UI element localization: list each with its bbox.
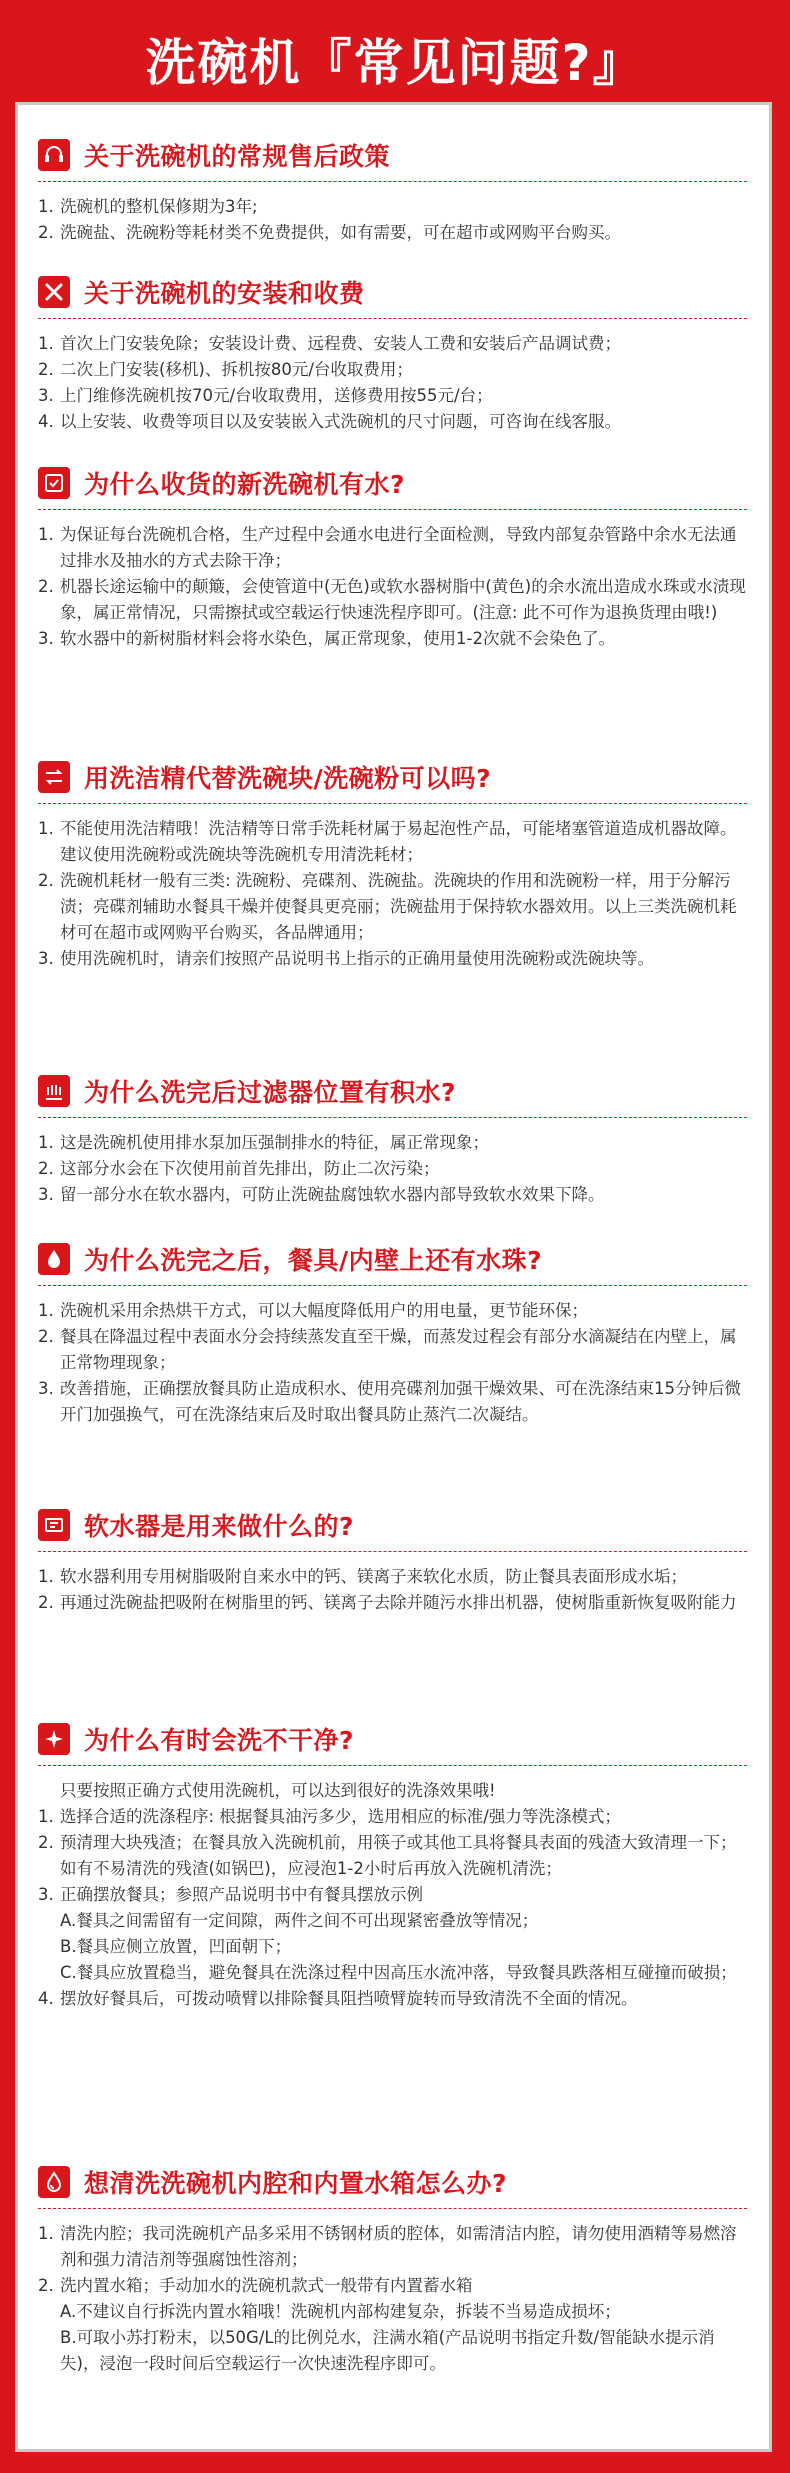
list-item: 1. 这是洗碗机使用排水泵加压强制排水的特征，属正常现象； [38, 1133, 489, 1152]
section-divider [38, 181, 747, 182]
section-title: 关于洗碗机的常规售后政策 [84, 142, 391, 171]
section-divider [38, 1117, 747, 1118]
sub-item: A.不建议自行拆洗内置水箱哦！洗碗机内部构建复杂，拆装不当易造成损坏； [60, 2302, 621, 2321]
section-title: 为什么洗完之后，餐具/内壁上还有水珠? [84, 1246, 543, 1275]
list-item: 3. 软水器中的新树脂材料会将水染色，属正常现象，使用1-2次就不会染色了。 [38, 629, 615, 648]
checklist-icon [38, 467, 70, 499]
faq-section [18, 1719, 769, 2012]
list-item: 1. 洗碗机的整机保修期为3年; [38, 197, 258, 216]
faq-section [18, 1071, 769, 1208]
section-header [38, 135, 747, 175]
faq-card [15, 102, 772, 2452]
section-title: 为什么收货的新洗碗机有水? [84, 470, 406, 499]
section-divider [38, 2208, 747, 2209]
list-item: 1. 选择合适的洗涤程序: 根据餐具油污多少，选用相应的标准/强力等洗涤模式； [38, 1807, 621, 1826]
section-divider [38, 1551, 747, 1552]
faq-section [18, 135, 769, 246]
section-divider [38, 318, 747, 319]
list-item: 2. 洗碗机耗材一般有三类: 洗碗粉、亮碟剂、洗碗盐。洗碗块的作用和洗碗粉一样，用于分解污渍；亮碟剂辅助水餐具干燥并使餐具更亮丽；洗碗盐用于保持软水器效用。以上三类洗碗机耗材可在超市或网购平台购买，各品牌通用； [38, 871, 737, 942]
list-item: 3. 使用洗碗机时，请亲们按照产品说明书上指示的正确用量使用洗碗粉或洗碗块等。 [38, 949, 654, 968]
section-intro: 只要按照正确方式使用洗碗机，可以达到很好的洗涤效果哦! [60, 1781, 496, 1800]
list-item: 4. 以上安装、收费等项目以及安装嵌入式洗碗机的尺寸问题，可咨询在线客服。 [38, 412, 621, 431]
list-item: 1. 软水器利用专用树脂吸附自来水中的钙、镁离子来软化水质，防止餐具表面形成水垢； [38, 1567, 687, 1586]
list-item: 2. 洗碗盐、洗碗粉等耗材类不免费提供，如有需要，可在超市或网购平台购买。 [38, 223, 621, 242]
section-header [38, 463, 747, 503]
section-divider [38, 509, 747, 510]
section-header [38, 757, 747, 797]
faq-section [18, 757, 769, 972]
swap-arrows-icon [38, 761, 70, 793]
section-header [38, 1505, 747, 1545]
tools-icon [38, 276, 70, 308]
water-drop-icon [38, 1243, 70, 1275]
cleaning-drop-icon [38, 2166, 70, 2198]
list-item: 1. 清洗内腔；我司洗碗机产品多采用不锈钢材质的腔体，如需清洁内腔，请勿使用酒精等易燃溶剂和强力清洁剂等强腐蚀性溶剂； [38, 2224, 737, 2269]
list-item: 4. 摆放好餐具后，可拨动喷臂以排除餐具阻挡喷臂旋转而导致清洗不全面的情况。 [38, 1989, 638, 2008]
list-item: 3. 正确摆放餐具；参照产品说明书中有餐具摆放示例 [38, 1885, 423, 1904]
faq-section [18, 272, 769, 435]
list-item: 1. 为保证每台洗碗机合格，生产过程中会通水电进行全面检测，导致内部复杂管路中余水无法通过排水及抽水的方式去除干净； [38, 525, 737, 570]
section-title: 为什么洗完后过滤器位置有积水? [84, 1078, 457, 1107]
section-title: 用洗洁精代替洗碗块/洗碗粉可以吗? [84, 764, 492, 793]
softener-icon [38, 1509, 70, 1541]
headset-icon [38, 139, 70, 171]
section-header [38, 2162, 747, 2202]
section-title: 想清洗洗碗机内腔和内置水箱怎么办? [84, 2169, 508, 2198]
list-item: 1. 洗碗机采用余热烘干方式，可以大幅度降低用户的用电量，更节能环保； [38, 1301, 588, 1320]
section-header [38, 272, 747, 312]
list-item: 2. 餐具在降温过程中表面水分会持续蒸发直至干燥，而蒸发过程会有部分水滴凝结在内壁上，属正常物理现象； [38, 1327, 737, 1372]
section-title: 软水器是用来做什么的? [84, 1512, 355, 1541]
section-divider [38, 803, 747, 804]
list-item: 3. 改善措施，正确摆放餐具防止造成积水、使用亮碟剂加强干燥效果、可在洗涤结束15分钟后微开门加强换气，可在洗涤结束后及时取出餐具防止蒸汽二次凝结。 [38, 1379, 741, 1424]
list-item: 1. 首次上门安装免除；安装设计费、远程费、安装人工费和安装后产品调试费； [38, 334, 621, 353]
section-divider [38, 1285, 747, 1286]
list-item: 2. 洗内置水箱；手动加水的洗碗机款式一般带有内置蓄水箱 [38, 2276, 473, 2295]
list-item: 2. 再通过洗碗盐把吸附在树脂里的钙、镁离子去除并随污水排出机器，使树脂重新恢复吸附能力 [38, 1593, 737, 1612]
list-item: 2. 预清理大块残渣；在餐具放入洗碗机前，用筷子或其他工具将餐具表面的残渣大致清理一下；如有不易清洗的残渣(如锅巴)，应浸泡1-2小时后再放入洗碗机清洗； [38, 1833, 737, 1878]
list-item: 3. 上门维修洗碗机按70元/台收取费用，送修费用按55元/台； [38, 386, 493, 405]
section-title: 为什么有时会洗不干净? [84, 1726, 355, 1755]
faq-section [18, 2162, 769, 2377]
section-header [38, 1719, 747, 1759]
faq-section [18, 463, 769, 652]
section-divider [38, 1765, 747, 1766]
list-item: 3. 留一部分水在软水器内，可防止洗碗盐腐蚀软水器内部导致软水效果下降。 [38, 1185, 605, 1204]
sparkle-icon [38, 1723, 70, 1755]
water-filter-icon [38, 1075, 70, 1107]
page-title: 洗碗机『常见问题?』 [145, 34, 645, 92]
sub-item: C.餐具应放置稳当，避免餐具在洗涤过程中因高压水流冲落，导致餐具跌落相互碰撞而破损； [60, 1963, 737, 1982]
list-item: 2. 二次上门安装(移机)、拆机按80元/台收取费用； [38, 360, 413, 379]
section-header [38, 1071, 747, 1111]
sub-item: B.餐具应侧立放置，凹面朝下； [60, 1937, 292, 1956]
sub-item: A.餐具之间需留有一定间隙，两件之间不可出现紧密叠放等情况； [60, 1911, 539, 1930]
faq-section [18, 1505, 769, 1616]
list-item: 2. 机器长途运输中的颠簸，会使管道中(无色)或软水器树脂中(黄色)的余水流出造成水珠或水渍现象，属正常情况，只需擦拭或空载运行快速洗程序即可。(注意: 此不可作为退换货理由哦!) [38, 577, 746, 622]
section-header [38, 1239, 747, 1279]
list-item: 1. 不能使用洗洁精哦！洗洁精等日常手洗耗材属于易起泡性产品，可能堵塞管道造成机器故障。建议使用洗碗粉或洗碗块等洗碗机专用清洗耗材； [38, 819, 737, 864]
sub-item: B.可取小苏打粉末，以50G/L的比例兑水，注满水箱(产品说明书指定升数/智能缺水提示消失)，浸泡一段时间后空载运行一次快速洗程序即可。 [60, 2328, 715, 2373]
section-title: 关于洗碗机的安装和收费 [84, 279, 365, 308]
list-item: 2. 这部分水会在下次使用前首先排出，防止二次污染； [38, 1159, 440, 1178]
faq-section [18, 1239, 769, 1428]
